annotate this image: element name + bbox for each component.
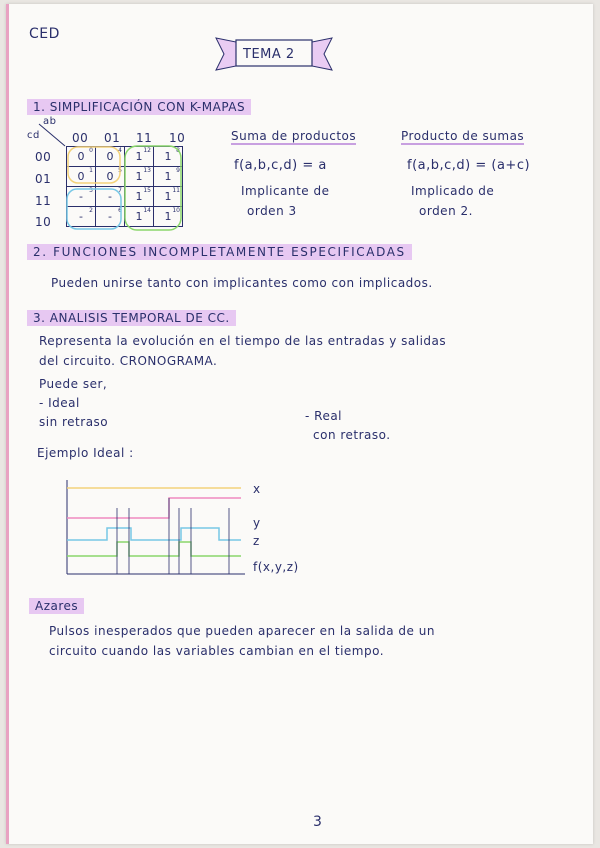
chronogram — [59, 478, 249, 578]
azares-line2: circuito cuando las variables cambian en el tiempo. — [49, 644, 385, 658]
kmap-cell: 1 10 — [154, 207, 183, 227]
section3-ideal: - Ideal — [39, 396, 80, 410]
signal-label-f: f(x,y,z) — [253, 560, 299, 574]
page-title: TEMA 2 — [243, 47, 295, 62]
kmap-cell: 1 8 — [154, 147, 183, 167]
kmap-cell: - 3 — [67, 187, 96, 207]
section3-real: - Real — [305, 409, 343, 423]
azares-line1: Pulsos inesperados que pueden aparecer en la salida de un — [49, 624, 435, 638]
kmap-cell: 1 15 — [125, 187, 154, 207]
pos-line2: Implicado de — [411, 184, 495, 198]
signal-f — [67, 542, 241, 556]
sop-title: Suma de productos — [231, 129, 357, 143]
kmap-cell: 1 9 — [154, 167, 183, 187]
kmap-col-header: 01 — [104, 131, 121, 145]
section3-ejemplo: Ejemplo Ideal : — [37, 446, 134, 460]
kmap-cell: 0 5 — [96, 167, 125, 187]
section2-text: Pueden unirse tanto con implicantes como con implicados. — [51, 276, 433, 290]
section3-puede: Puede ser, — [39, 377, 108, 391]
kmap-cell: 1 11 — [154, 187, 183, 207]
signal-label-z: z — [253, 534, 260, 548]
sop-line2: Implicante de — [241, 184, 330, 198]
kmap-col-header: 00 — [72, 131, 89, 145]
kmap-cell: - 7 — [96, 187, 125, 207]
section1-heading: 1. SIMPLIFICACIÓN CON K-MAPAS — [27, 99, 251, 115]
kmap-cell: 0 1 — [67, 167, 96, 187]
section2-heading: 2. FUNCIONES INCOMPLETAMENTE ESPECIFICADAS — [27, 244, 412, 260]
kmap-cell: 1 13 — [125, 167, 154, 187]
kmap-col-header: 10 — [169, 131, 186, 145]
kmap-row-header: 10 — [35, 215, 52, 229]
notebook-page — [6, 4, 593, 844]
kmap-var-left: cd — [27, 130, 40, 141]
pos-line3: orden 2. — [419, 204, 473, 218]
signal-y — [67, 498, 241, 518]
signal-z — [67, 528, 241, 540]
signal-label-x: x — [253, 482, 261, 496]
kmap-corner-line — [37, 122, 67, 148]
signal-label-y: y — [253, 516, 261, 530]
sop-formula: f(a,b,c,d) = a — [234, 158, 327, 173]
kmap-row-header: 00 — [35, 150, 52, 164]
sop-line3: orden 3 — [247, 204, 297, 218]
kmap-var-top: ab — [43, 116, 57, 127]
section3-line1: Representa la evolución en el tiempo de las entradas y salidas — [39, 334, 447, 348]
pos-title: Producto de sumas — [401, 129, 525, 143]
kmap-col-header: 11 — [136, 131, 153, 145]
section3-line2: del circuito. CRONOGRAMA. — [39, 354, 218, 368]
kmap-groupings — [65, 144, 185, 234]
section3-heading: 3. ANALISIS TEMPORAL DE CC. — [27, 310, 236, 326]
subject-label: CED — [29, 26, 60, 42]
page-number: 3 — [313, 814, 323, 830]
section3-real-sub: con retraso. — [313, 428, 391, 442]
kmap-cell: - 6 — [96, 207, 125, 227]
azares-heading: Azares — [29, 598, 84, 614]
section3-ideal-sub: sin retraso — [39, 415, 109, 429]
kmap-row-header: 01 — [35, 172, 52, 186]
pos-formula: f(a,b,c,d) = (a+c) — [407, 158, 531, 173]
kmap-cell: 0 4 — [96, 147, 125, 167]
kmap-cell: 1 14 — [125, 207, 154, 227]
kmap-cell: 1 12 — [125, 147, 154, 167]
kmap-cell: 0 0 — [67, 147, 96, 167]
kmap-cell: - 2 — [67, 207, 96, 227]
kmap-row-header: 11 — [35, 194, 52, 208]
